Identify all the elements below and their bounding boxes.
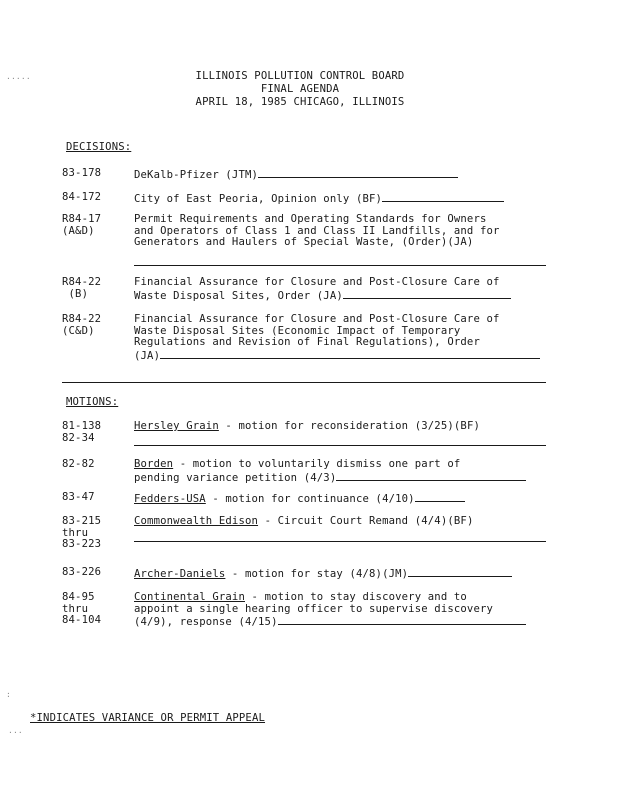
description-text: (JA) <box>134 349 161 362</box>
description-line <box>134 592 546 604</box>
case-number: R84-17 (A&D) <box>62 213 102 237</box>
blank-line <box>160 349 540 359</box>
case-number: R84-22 (B) <box>62 276 102 300</box>
signature-line <box>134 265 546 266</box>
description-line: Waste Disposal Sites (Economic Impact of Temporary <box>134 324 461 337</box>
description-text: pending variance petition (4/3) <box>134 471 337 484</box>
blank-line <box>408 567 512 577</box>
description-text: - motion to stay discovery and to <box>244 591 467 603</box>
motion-description <box>134 492 546 506</box>
description-text: (4/9), response (4/15) <box>134 616 278 629</box>
blank-line <box>415 492 465 502</box>
case-number: 83-215 thru 83-223 <box>62 515 102 551</box>
blank-line <box>258 168 458 178</box>
party-name: Commonwealth Edison <box>134 515 259 527</box>
description-line <box>134 192 546 206</box>
description-line <box>134 459 546 471</box>
description-line: Permit Requirements and Operating Standards for Owners <box>134 213 487 225</box>
motion-description <box>134 459 546 484</box>
description-text: City of East Peoria, Opinion only (BF) <box>134 193 383 205</box>
motions-heading: MOTIONS: <box>66 396 119 408</box>
description-text: - motion for stay (4/8)(JM) <box>225 568 409 580</box>
description-line <box>134 492 546 506</box>
description-text: - motion for continuance (4/10) <box>205 493 415 505</box>
margin-mark: ..... <box>6 72 31 81</box>
description-line <box>134 349 546 363</box>
case-number: 84-95 thru 84-104 <box>62 591 102 627</box>
case-number: 83-226 <box>62 566 102 578</box>
case-number: 84-172 <box>62 191 102 203</box>
motion-description <box>134 567 546 581</box>
section-divider <box>62 382 546 383</box>
margin-mark: : <box>6 690 11 699</box>
signature-line <box>134 445 546 446</box>
description-line <box>134 168 546 182</box>
blank-line <box>382 192 504 202</box>
agenda-date-location: APRIL 18, 1985 CHICAGO, ILLINOIS <box>195 96 405 108</box>
description-line: and Operators of Class 1 and Class II Landfills, and for <box>134 224 500 237</box>
party-name: Borden <box>134 458 174 470</box>
signature-line <box>134 541 546 542</box>
agenda-title: FINAL AGENDA <box>260 83 340 95</box>
description-line <box>134 615 546 629</box>
case-number: 83-178 <box>62 167 102 179</box>
motion-description <box>134 421 546 433</box>
case-number: 81-138 82-34 <box>62 420 102 444</box>
description-line: Regulations and Revision of Final Regulations), Order <box>134 336 480 349</box>
description-text: DeKalb-Pfizer (JTM) <box>134 169 259 181</box>
description-line <box>134 471 546 485</box>
decisions-heading: DECISIONS: <box>66 141 132 153</box>
description-line: Financial Assurance for Closure and Post-Closure Care of <box>134 276 500 288</box>
case-description <box>134 277 546 302</box>
description-text: Waste Disposal Sites, Order (JA) <box>134 289 343 302</box>
case-number: R84-22 (C&D) <box>62 313 102 337</box>
description-line <box>134 421 546 433</box>
description-text: - Circuit Court Remand (4/4)(BF) <box>258 515 474 527</box>
blank-line <box>278 615 526 625</box>
case-number: 82-82 <box>62 458 95 470</box>
case-number: 83-47 <box>62 491 95 503</box>
description-line: Generators and Haulers of Special Waste, (Order)(JA) <box>134 236 474 249</box>
agenda-header <box>120 70 480 109</box>
footer-note: *INDICATES VARIANCE OR PERMIT APPEAL <box>30 712 266 724</box>
case-description <box>134 192 546 206</box>
case-description <box>134 314 546 362</box>
description-line <box>134 289 546 303</box>
blank-line <box>343 289 511 299</box>
description-line: appoint a single hearing officer to supervise discovery <box>134 602 494 615</box>
party-name: Archer-Daniels <box>134 568 226 580</box>
motion-description <box>134 592 546 629</box>
case-description <box>134 168 546 182</box>
case-description <box>134 214 546 249</box>
blank-line <box>336 471 526 481</box>
board-name: ILLINOIS POLLUTION CONTROL BOARD <box>195 70 405 82</box>
description-line <box>134 516 546 528</box>
description-line: Financial Assurance for Closure and Post-Closure Care of <box>134 313 500 325</box>
description-text: - motion to voluntarily dismiss one part of <box>173 458 461 470</box>
description-line <box>134 567 546 581</box>
margin-mark: ... <box>8 726 23 735</box>
party-name: Fedders-USA <box>134 493 206 505</box>
motion-description <box>134 516 546 528</box>
description-text: - motion for reconsideration (3/25)(BF) <box>218 420 480 432</box>
party-name: Hersley Grain <box>134 420 219 432</box>
party-name: Continental Grain <box>134 591 245 603</box>
